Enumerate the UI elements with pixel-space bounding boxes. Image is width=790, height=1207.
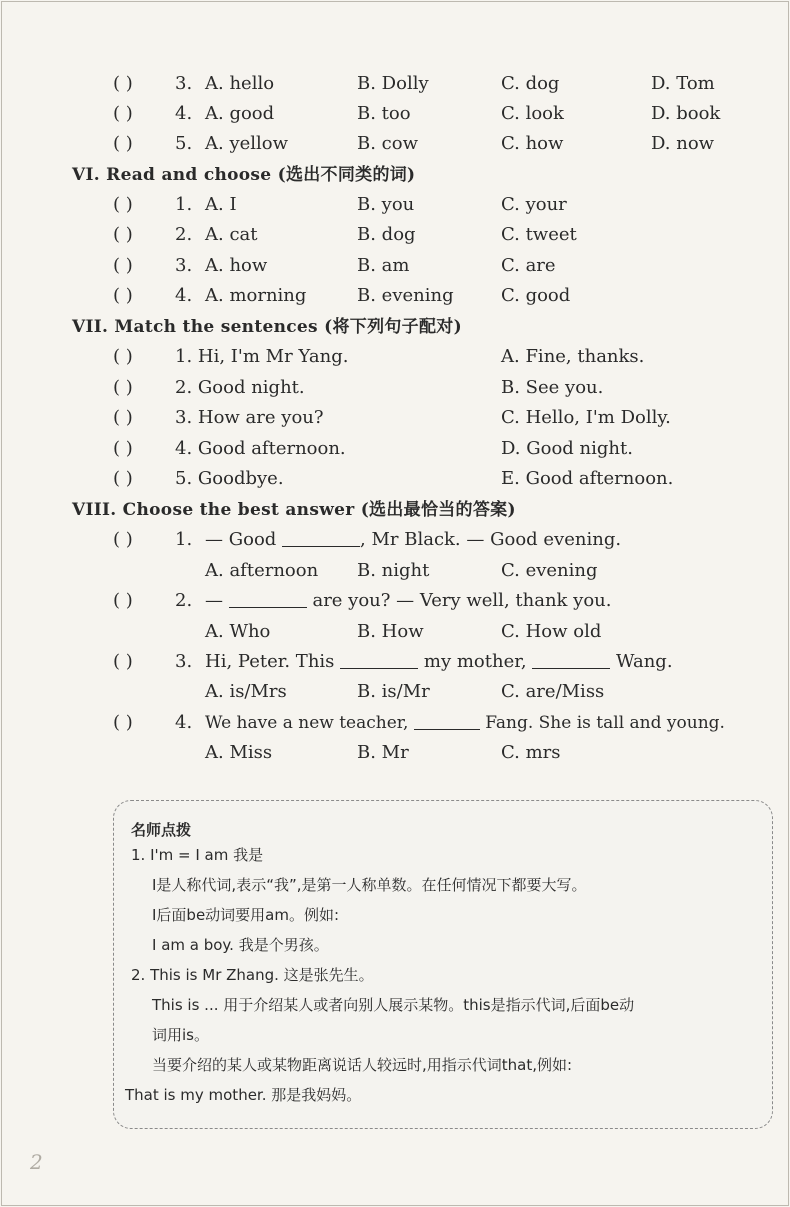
option-b: B. am <box>357 255 410 276</box>
answer-parens[interactable]: ( ) <box>113 224 133 245</box>
option-b: B. cow <box>357 133 418 154</box>
option-c: C. evening <box>501 560 598 581</box>
section-title-read-and-choose: VI. Read and choose (选出不同类的词) <box>72 165 416 185</box>
question-number: 4. <box>175 712 193 733</box>
question-number: 2. <box>175 590 193 611</box>
option-c: C. are/Miss <box>501 681 605 702</box>
options-row <box>113 556 773 586</box>
question-text: are you? — Very well, thank you. <box>312 590 612 611</box>
option-b: B. evening <box>357 285 454 306</box>
match-left: 4. Good afternoon. <box>175 438 346 459</box>
question-number: 1. <box>175 194 193 215</box>
question-number: 2. <box>175 224 193 245</box>
option-d: D. book <box>651 103 721 124</box>
question-text: Hi, Peter. This <box>205 651 335 672</box>
option-c: C. dog <box>501 73 560 94</box>
answer-parens[interactable]: ( ) <box>113 194 133 215</box>
option-a: A. Miss <box>205 742 273 763</box>
match-right: C. Hello, I'm Dolly. <box>501 407 671 428</box>
option-d: D. now <box>651 133 715 154</box>
match-row <box>113 373 763 403</box>
question-row <box>113 647 773 677</box>
option-b: B. Dolly <box>357 73 429 94</box>
match-left: 3. How are you? <box>175 407 324 428</box>
option-c: C. look <box>501 103 564 124</box>
question-row <box>113 525 773 555</box>
question-text: Wang. <box>616 651 673 672</box>
answer-parens[interactable]: ( ) <box>113 73 133 94</box>
answer-parens[interactable]: ( ) <box>113 346 133 367</box>
question-row <box>113 190 763 220</box>
answer-parens[interactable]: ( ) <box>113 255 133 276</box>
match-row <box>113 434 763 464</box>
option-b: B. Mr <box>357 742 409 763</box>
option-b: B. dog <box>357 224 416 245</box>
section-title-best-answer: VIII. Choose the best answer (选出最恰当的答案) <box>72 500 516 520</box>
answer-blank[interactable] <box>414 711 480 730</box>
question-text: , Mr Black. — Good evening. <box>360 529 622 550</box>
question-text: my mother, <box>423 651 527 672</box>
option-d: D. Tom <box>651 73 715 94</box>
tip-line: This is ... 用于介绍某人或者向别人展示某物。this是指示代词,后面be动 <box>152 996 635 1014</box>
question-row <box>113 220 763 250</box>
options-row <box>113 677 773 707</box>
option-c: C. How old <box>501 621 602 642</box>
answer-blank[interactable] <box>340 650 418 669</box>
answer-parens[interactable]: ( ) <box>113 285 133 306</box>
answer-parens[interactable]: ( ) <box>113 103 133 124</box>
match-row <box>113 403 763 433</box>
question-text: — <box>205 590 223 611</box>
option-b: B. night <box>357 560 430 581</box>
question-number: 5. <box>175 133 193 154</box>
option-a: A. morning <box>205 285 307 306</box>
page-number: 2 <box>30 1150 43 1174</box>
question-number: 4. <box>175 103 193 124</box>
option-b: B. is/Mr <box>357 681 430 702</box>
option-b: B. too <box>357 103 411 124</box>
option-a: A. hello <box>205 73 275 94</box>
option-a: A. cat <box>205 224 258 245</box>
answer-parens[interactable]: ( ) <box>113 651 133 672</box>
question-number: 1. <box>175 529 193 550</box>
question-text: — Good <box>205 529 277 550</box>
option-b: B. How <box>357 621 424 642</box>
option-c: C. good <box>501 285 571 306</box>
question-row <box>113 129 763 159</box>
option-a: A. yellow <box>205 133 289 154</box>
option-a: A. good <box>205 103 275 124</box>
option-a: A. Who <box>205 621 271 642</box>
question-row <box>113 281 763 311</box>
option-a: A. afternoon <box>205 560 319 581</box>
answer-parens[interactable]: ( ) <box>113 438 133 459</box>
tip-line: 词用is。 <box>152 1026 209 1044</box>
answer-parens[interactable]: ( ) <box>113 133 133 154</box>
match-right: E. Good afternoon. <box>501 468 674 489</box>
tips-title: 名师点拨 <box>131 821 192 839</box>
tip-line: 当要介绍的某人或某物距离说话人较远时,用指示代词that,例如: <box>152 1056 573 1074</box>
answer-blank[interactable] <box>532 650 610 669</box>
answer-blank[interactable] <box>229 589 307 608</box>
question-row <box>113 251 763 281</box>
question-number: 3. <box>175 651 193 672</box>
answer-parens[interactable]: ( ) <box>113 590 133 611</box>
option-c: C. tweet <box>501 224 577 245</box>
answer-parens[interactable]: ( ) <box>113 712 133 733</box>
match-right: D. Good night. <box>501 438 633 459</box>
question-text: We have a new teacher, <box>205 713 409 733</box>
option-a: A. is/Mrs <box>205 681 287 702</box>
question-number: 3. <box>175 255 193 276</box>
match-row <box>113 464 763 494</box>
question-row <box>113 69 763 99</box>
match-left: 5. Goodbye. <box>175 468 284 489</box>
question-number: 3. <box>175 73 193 94</box>
tip-line: I am a boy. 我是个男孩。 <box>152 936 329 954</box>
section-title-match-sentences: VII. Match the sentences (将下列句子配对) <box>72 317 462 337</box>
answer-parens[interactable]: ( ) <box>113 377 133 398</box>
option-a: A. I <box>205 194 237 215</box>
question-row <box>113 99 763 129</box>
options-row <box>113 738 773 768</box>
tip-line: I是人称代词,表示“我”,是第一人称单数。在任何情况下都要大写。 <box>152 876 587 894</box>
option-c: C. your <box>501 194 567 215</box>
option-b: B. you <box>357 194 415 215</box>
answer-parens[interactable]: ( ) <box>113 468 133 489</box>
match-right: A. Fine, thanks. <box>501 346 645 367</box>
match-left: 1. Hi, I'm Mr Yang. <box>175 346 349 367</box>
match-right: B. See you. <box>501 377 604 398</box>
match-row <box>113 342 763 372</box>
teacher-tips-box <box>113 800 773 1129</box>
option-a: A. how <box>205 255 268 276</box>
option-c: C. mrs <box>501 742 561 763</box>
tip-line: 2. This is Mr Zhang. 这是张先生。 <box>131 966 374 984</box>
options-row <box>113 617 773 647</box>
match-left: 2. Good night. <box>175 377 305 398</box>
question-row <box>113 708 773 738</box>
tip-line: I后面be动词要用am。例如: <box>152 906 340 924</box>
tip-line: 1. I'm = I am 我是 <box>131 846 264 864</box>
answer-parens[interactable]: ( ) <box>113 529 133 550</box>
question-text: Fang. She is tall and young. <box>485 713 725 733</box>
answer-parens[interactable]: ( ) <box>113 407 133 428</box>
question-row <box>113 586 773 616</box>
question-number: 4. <box>175 285 193 306</box>
option-c: C. are <box>501 255 556 276</box>
answer-blank[interactable] <box>282 528 360 547</box>
tip-line: That is my mother. 那是我妈妈。 <box>125 1086 362 1104</box>
option-c: C. how <box>501 133 564 154</box>
